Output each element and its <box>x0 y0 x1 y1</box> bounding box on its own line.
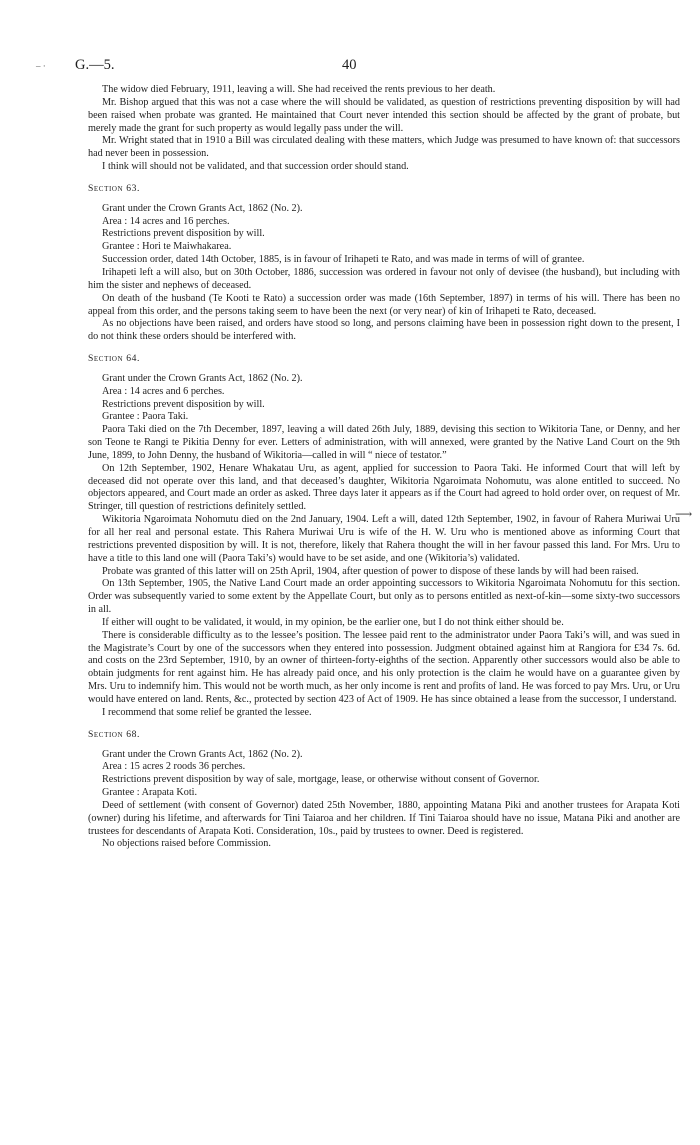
section-paragraph: Grant under the Crown Grants Act, 1862 (No. 2). <box>102 202 303 214</box>
section-paragraph: Area : 14 acres and 6 perches. <box>102 385 225 397</box>
section-paragraph: Grant under the Crown Grants Act, 1862 (No. 2). <box>102 748 303 760</box>
section-paragraph: Grant under the Crown Grants Act, 1862 (No. 2). <box>102 372 303 384</box>
section-paragraph: Grantee : Arapata Koti. <box>102 787 198 799</box>
section-paragraph: Wikitoria Ngaroimata Nohomutu died on the 2nd January, 1904. Left a will, dated 12th September, 1902, in favour of Rahera Muriwai Uru for all her real and personal estate. This Rahera Muriwai Uru is wife of the H. W. Uru who is mentioned above as informing Court that restrictions prevented disposition by will. It is not, therefore, likely that Rahera thought the will in her favour passed this land. For Mrs. Uru to have a title to this land one will (Paora Taki’s) would have to be set aside, and one (Wikitoria’s) validated. <box>88 514 680 564</box>
section-paragraph: Paora Taki died on the 7th December, 1897, leaving a will dated 26th July, 1889, devising this section to Wikitoria Tane, or Denny, and her son Teone te Rangi te Pikitia Denny for ever. Letters of administration, with will annexed, were granted by the Native Land Court on the 9th June, 1899, to John Denny, the husband of Wikitoria—called in will “ niece of testator.” <box>88 424 680 461</box>
document-reference: G.—5. <box>75 57 115 73</box>
section-paragraph: I recommend that some relief be granted the lessee. <box>102 706 312 718</box>
section-paragraph: Grantee : Paora Taki. <box>102 411 189 423</box>
section-paragraph: There is considerable difficulty as to the lessee’s position. The lessee paid rent to the administrator under Paora Taki’s will, and was sued in the Magistrate’s Court by one of the successors when they entered into possession. Judgment obtained against him at Rangiora for £34 7s. 6d. and costs on the 23rd September, 1910, by an owner of thirteen-forty-eighths of the section. Apparently other successors would also be able to obtain judgments for rent against him. He has already paid once, and his only protection is the claim he would have on a guarantee given by Mrs. Uru to indemnify him. This would not be worth much, as her only income is rent and profits of land. He was forced to pay Mrs. Uru, or Uru would have entered on land. Rents, &c., protected by section 423 of Act of 1909. He has since obtained a lease from the successor, I understand. <box>88 629 680 705</box>
section-paragraph: Area : 14 acres and 16 perches. <box>102 215 230 227</box>
section-paragraph: No objections raised before Commission. <box>102 838 271 850</box>
section-paragraph: Deed of settlement (with consent of Governor) dated 25th November, 1880, appointing Matana Piki and another trustees for Arapata Koti (owner) during his lifetime, and afterwards for Tini Taiaroa and her children. If Tini Taiaroa should have no issue, Matana Piki and another are trustees for descendants of Arapata Koti. Consideration, 10s., paid by trustees to owner. Deed is registered. <box>88 799 680 837</box>
section-paragraph: On 13th September, 1905, the Native Land Court made an order appointing successors to Wikitoria Ngaroimata Nohomutu for this section. Order was subsequently varied to some extent by the Appellate Court, but only as to persons entitled as next-of-kin—some sixty-two successors in all. <box>88 578 680 616</box>
intro-paragraph: The widow died February, 1911, leaving a will. She had received the rents previous to her death. <box>102 84 496 95</box>
document-body <box>88 84 680 851</box>
section-paragraph: Grantee : Hori te Maiwhakarea. <box>102 241 232 253</box>
section-paragraph: Succession order, dated 14th October, 1885, is in favour of Irihapeti te Rato, and was made in terms of will of grantee. <box>102 254 585 266</box>
section-paragraph: Restrictions prevent disposition by will. <box>102 228 265 240</box>
intro-paragraph: I think will should not be validated, and that succession order should stand. <box>102 161 409 173</box>
section-paragraph: Restrictions prevent disposition by will. <box>102 398 265 410</box>
intro-paragraph: Mr. Wright stated that in 1910 a Bill was circulated dealing with these matters, which Judge was presumed to have known of: that successors had never been in possession. <box>88 135 680 160</box>
intro-paragraph: Mr. Bishop argued that this was not a case where the will should be validated, as question of restrictions preventing disposition by will had been raised when probate was granted. He maintained that Court never intended this section should be affected by the grant of probate, but merely made the grant for such property as would legally pass under the will. <box>88 96 680 134</box>
section-paragraph: Area : 15 acres 2 roods 36 perches. <box>102 761 246 773</box>
section-heading: Section 63. <box>88 182 140 194</box>
section-paragraph: On death of the husband (Te Kooti te Rato) a succession order was made (16th September, 1897) in terms of his will. There has been no appeal from this order, and the persons taking seem to have been the next (or very near) of kin of Irihapeti te Rato, deceased. <box>88 292 680 317</box>
page-number: 40 <box>342 57 357 73</box>
page-header <box>0 57 700 77</box>
section-paragraph: If either will ought to be validated, it would, in my opinion, be the earlier one, but I do not think either should be. <box>102 616 564 628</box>
section-paragraph: Irihapeti left a will also, but on 30th October, 1886, succession was ordered in favour not only of devisee (the husband), but including with him the sister and nephews of deceased. <box>88 266 680 291</box>
section-paragraph: Probate was granted of this latter will on 25th April, 1904, after question of power to dispose of these lands by will had been raised. <box>102 565 639 577</box>
section-paragraph: Restrictions prevent disposition by way of sale, mortgage, lease, or otherwise without consent of Governor. <box>102 774 540 786</box>
section-heading: Section 68. <box>88 728 140 740</box>
section-paragraph: As no objections have been raised, and orders have stood so long, and persons claiming have been in possession right down to the present, I do not think these orders should be interfered with. <box>88 318 680 343</box>
margin-mark: – · <box>36 61 46 71</box>
section-paragraph: On 12th September, 1902, Henare Whakatau Uru, as agent, applied for succession to Paora Taki. He informed Court that will left by deceased did not operate over this land, and that deceased’s daughter, Wikitoria Ngaroimata Nohomutu, was alone entitled to succeed. No objectors appeared, and Court made an order as asked. Three days later it appears as if the Court had agreed to hold order over, on request of Mr. Stringer, till question of restrictions definitely settled. <box>88 462 680 513</box>
section-heading: Section 64. <box>88 353 140 365</box>
margin-arrow-mark: ⟶ <box>675 507 693 521</box>
